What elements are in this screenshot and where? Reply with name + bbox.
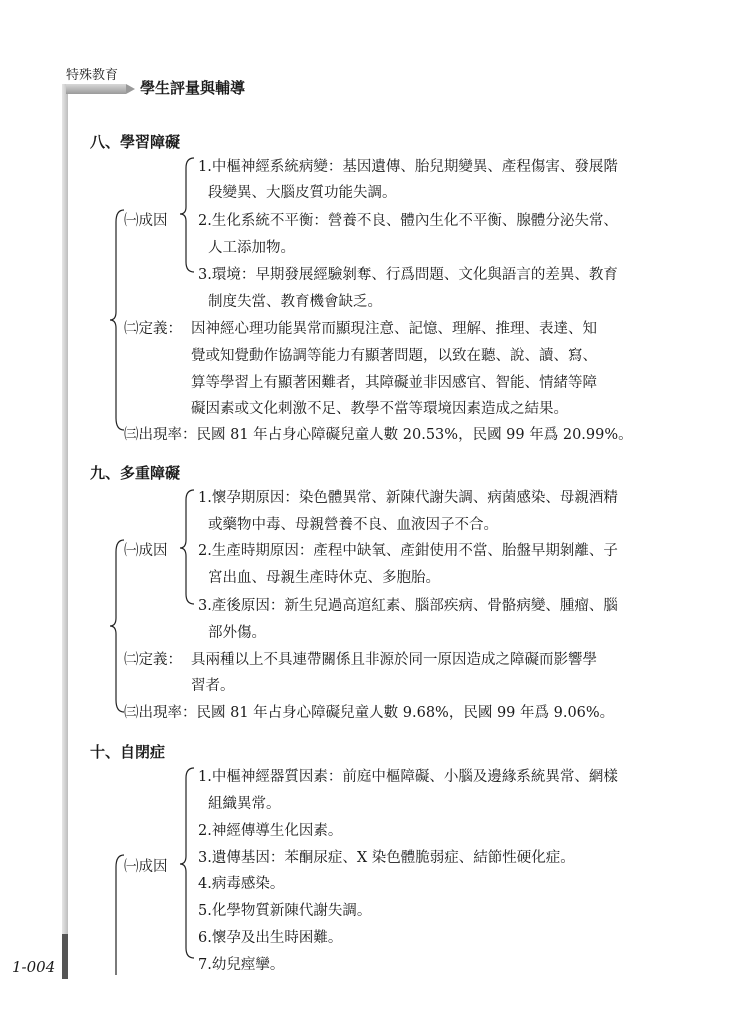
cause-line: 1.懷孕期原因：染色體異常、新陳代謝失調、病菌感染、母親酒精 [198, 490, 618, 506]
cause-line: 2.生產時期原因：產程中缺氧、產鉗使用不當、胎盤早期剝離、子 [198, 543, 618, 559]
definition-line: 因神經心理功能異常而顯現注意、記憶、理解、推理、表達、知 [191, 321, 597, 337]
definition-line: 習者。 [191, 678, 235, 694]
cause-line: 1.中樞神經器質因素：前庭中樞障礙、小腦及邊緣系統異常、網樣 [198, 769, 618, 785]
prevalence-line: ㈢出現率：民國 81 年占身心障礙兒童人數 9.68%，民國 99 年爲 9.06%。 [124, 705, 615, 721]
cause-line: 組織異常。 [208, 796, 281, 812]
cause-label: ㈠成因 [124, 859, 168, 875]
definition-line: 礙因素或文化刺激不足、教學不當等環境因素造成之結果。 [191, 401, 568, 417]
definition-line: 覺或知覺動作協調等能力有顯著問題，以致在聽、說、讀、寫、 [191, 348, 597, 364]
cause-line: 2.神經傳導生化因素。 [198, 823, 343, 839]
cause-line: 1.中樞神經系統病變：基因遺傳、胎兒期變異、產程傷害、發展階 [198, 159, 618, 175]
definition-line: 算等學習上有顯著困難者，其障礙並非因感官、智能、情緒等障 [191, 375, 597, 391]
cause-line: 制度失當、教育機會缺乏。 [208, 294, 382, 310]
cause-label: ㈠成因 [124, 213, 168, 229]
cause-line: 7.幼兒痙攣。 [198, 957, 285, 973]
definition-line: 具兩種以上不具連帶關係且非源於同一原因造成之障礙而影響學 [191, 652, 597, 668]
cause-line: 宮出血、母親生產時休克、多胞胎。 [208, 570, 440, 586]
section-heading-autism: 十、自閉症 [90, 743, 166, 761]
cause-line: 或藥物中毒、母親營養不良、血液因子不合。 [208, 517, 498, 533]
cause-label: ㈠成因 [124, 543, 168, 559]
cause-line: 3.環境：早期發展經驗剝奪、行爲問題、文化與語言的差異、教育 [198, 267, 618, 283]
header-title: 學生評量與輔導 [140, 79, 246, 97]
definition-label: ㈡定義： [124, 652, 182, 668]
header-subtitle: 特殊教育 [66, 68, 119, 83]
section-heading-multiple-disability: 九、多重障礙 [90, 464, 181, 482]
cause-line: 3.產後原因：新生兒過高逭紅素、腦部疾病、骨骼病變、腫瘤、腦 [198, 598, 618, 614]
cause-line: 5.化學物質新陳代謝失調。 [198, 903, 372, 919]
section-heading-learning-disability: 八、學習障礙 [90, 133, 181, 151]
cause-line: 段變異、大腦皮質功能失調。 [208, 185, 397, 201]
prevalence-line: ㈢出現率：民國 81 年占身心障礙兒童人數 20.53%，民國 99 年爲 20.99%。 [124, 427, 633, 443]
cause-line: 人工添加物。 [208, 240, 295, 256]
cause-line: 2.生化系統不平衡：營養不良、體內生化不平衡、腺體分泌失常、 [198, 213, 618, 229]
cause-line: 4.病毒感染。 [198, 876, 285, 892]
cause-line: 3.遺傳基因：苯酮尿症、X 染色體脆弱症、結節性硬化症。 [198, 850, 575, 866]
definition-label: ㈡定義： [124, 321, 182, 337]
page-number: 1-004 [12, 958, 56, 976]
cause-line: 部外傷。 [208, 625, 266, 641]
cause-line: 6.懷孕及出生時困難。 [198, 930, 343, 946]
